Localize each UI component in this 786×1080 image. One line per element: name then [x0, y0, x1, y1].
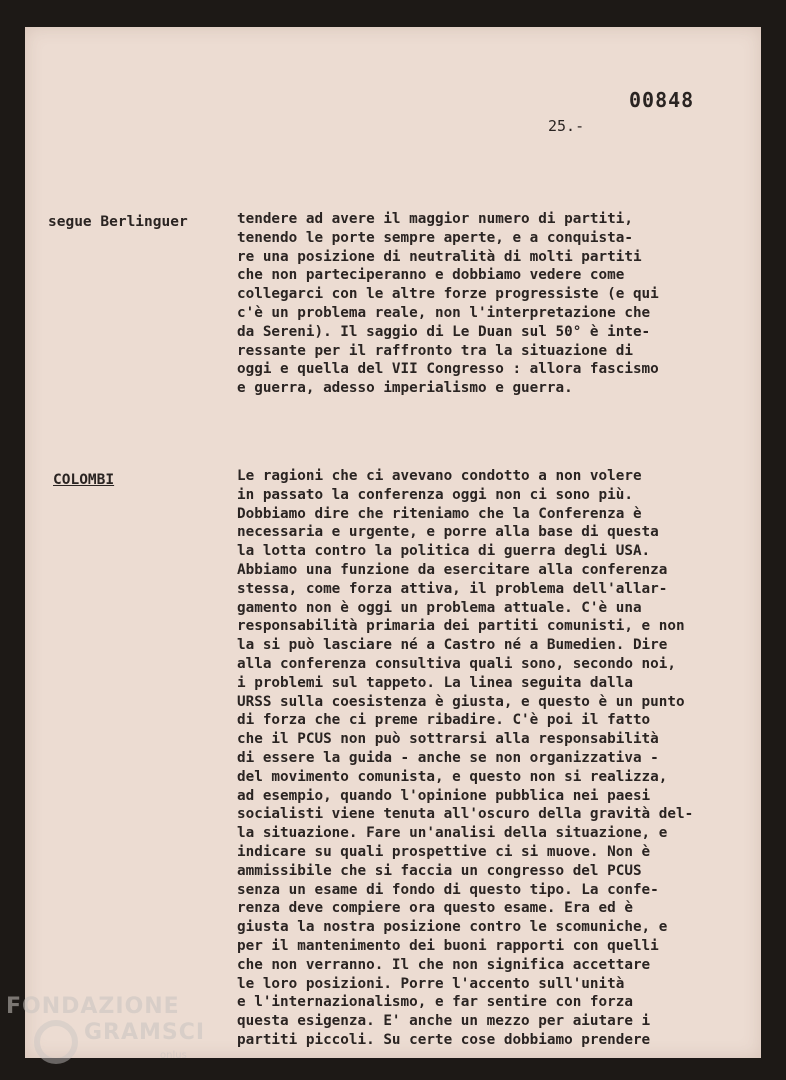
text-line: e guerra, adesso imperialismo e guerra.: [237, 380, 573, 397]
text-line: i problemi sul tappeto. La linea seguita dalla: [237, 674, 633, 691]
text-line: la lotta contro la politica di guerra degli USA.: [237, 543, 651, 560]
text-line: che il PCUS non può sottrarsi alla responsabilità: [237, 731, 659, 748]
watermark-g-icon: [34, 1020, 78, 1064]
speech-paragraph-colombi: [237, 467, 693, 1050]
text-line: stessa, come forza attiva, il problema dell'allar-: [237, 580, 668, 597]
text-line: in passato la conferenza oggi non ci sono più.: [237, 486, 633, 503]
text-line: gamento non è oggi un problema attuale. C'è una: [237, 599, 642, 616]
text-line: la si può lasciare né a Castro né a Bumedien. Dire: [237, 637, 668, 654]
watermark-line1: FONDAZIONE: [6, 994, 180, 1019]
text-line: per il mantenimento dei buoni rapporti con quelli: [237, 937, 659, 954]
speech-paragraph-berlinguer: [237, 210, 659, 398]
watermark-line3: onlus: [160, 1050, 187, 1061]
text-line: renza deve compiere ora questo esame. Era ed è: [237, 900, 633, 917]
text-line: oggi e quella del VII Congresso : allora fascismo: [237, 361, 659, 378]
text-line: ammissibile che si faccia un congresso del PCUS: [237, 862, 642, 879]
text-line: Le ragioni che ci avevano condotto a non volere: [237, 468, 642, 484]
text-line: di forza che ci preme ribadire. C'è poi il fatto: [237, 712, 651, 729]
text-line: responsabilità primaria dei partiti comunisti, e non: [237, 618, 685, 635]
page-number: 25.-: [548, 117, 585, 135]
document-page: [25, 27, 761, 1058]
watermark-line2: GRAMSCI: [84, 1020, 206, 1045]
text-line: da Sereni). Il saggio di Le Duan sul 50° è inte-: [237, 323, 651, 340]
speaker-label-colombi: COLOMBI: [53, 472, 115, 488]
text-line: questa esigenza. E' anche un mezzo per aiutare i: [237, 1013, 651, 1030]
text-line: senza un esame di fondo di questo tipo. La confe-: [237, 881, 659, 898]
text-line: che non parteciperanno e dobbiamo vedere come: [237, 267, 625, 284]
text-line: la situazione. Fare un'analisi della situazione, e: [237, 825, 668, 842]
fondazione-gramsci-watermark: [0, 990, 230, 1080]
text-line: Abbiamo una funzione da esercitare alla conferenza: [237, 561, 668, 578]
text-line: ressante per il raffronto tra la situazione di: [237, 342, 633, 359]
text-line: Dobbiamo dire che riteniamo che la Conferenza è: [237, 505, 642, 522]
text-line: re una posizione di neutralità di molti partiti: [237, 248, 642, 265]
text-line: tenendo le porte sempre aperte, e a conquista-: [237, 229, 633, 246]
text-line: le loro posizioni. Porre l'accento sull'unità: [237, 975, 625, 992]
text-line: e l'internazionalismo, e far sentire con forza: [237, 994, 633, 1011]
text-line: necessaria e urgente, e porre alla base di questa: [237, 524, 659, 541]
text-line: del movimento comunista, e questo non si realizza,: [237, 768, 668, 785]
text-line: c'è un problema reale, non l'interpretazione che: [237, 304, 651, 321]
text-line: di essere la guida - anche se non organizzativa -: [237, 749, 659, 766]
document-number: 00848: [629, 88, 695, 112]
text-line: URSS sulla coesistenza è giusta, e questo è un punto: [237, 693, 685, 710]
text-line: indicare su quali prospettive ci si muove. Non è: [237, 843, 651, 860]
text-line: ad esempio, quando l'opinione pubblica nei paesi: [237, 787, 651, 804]
text-line: socialisti viene tenuta all'oscuro della gravità del-: [237, 806, 694, 823]
text-line: giusta la nostra posizione contro le scomuniche, e: [237, 919, 668, 936]
text-line: alla conferenza consultiva quali sono, secondo noi,: [237, 655, 676, 672]
text-line: collegarci con le altre forze progressiste (e qui: [237, 286, 659, 303]
speaker-label-berlinguer: segue Berlinguer: [48, 214, 188, 230]
text-line: che non verranno. Il che non significa accettare: [237, 956, 651, 973]
text-line: tendere ad avere il maggior numero di partiti,: [237, 211, 633, 227]
text-line: partiti piccoli. Su certe cose dobbiamo prendere: [237, 1031, 651, 1048]
